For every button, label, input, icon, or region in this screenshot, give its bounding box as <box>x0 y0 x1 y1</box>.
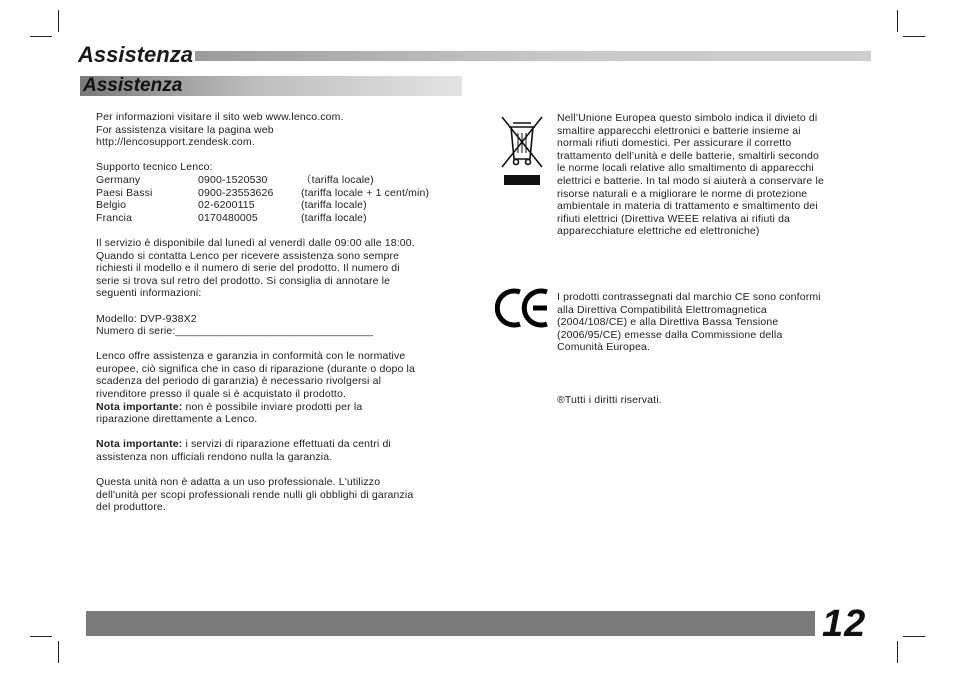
left-column <box>96 111 466 514</box>
model-line: Modello: DVP-938X2 <box>96 312 197 325</box>
weee-crossed-bin-icon <box>500 115 544 187</box>
country-cell: Belgio <box>96 199 127 212</box>
table-row <box>96 212 429 225</box>
warranty-line: europee, ciò significa che in caso di riparazione (durante o dopo la <box>96 362 415 375</box>
table-row <box>96 187 429 200</box>
hours-line: richiesti il modello e il numero di serie del prodotto. Il numero di <box>96 262 400 275</box>
rate-cell: (tariffa locale + 1 cent/min) <box>301 186 430 199</box>
rate-cell: (tariffa locale) <box>301 211 367 224</box>
weee-line: normali rifiuti domestici. Per assicurare il corretto <box>557 137 792 150</box>
weee-line: smaltire apparecchi elettronici e batterie insieme ai <box>557 124 801 137</box>
section-title: Assistenza <box>83 75 183 96</box>
weee-line: trattamento dell’unità e delle batterie, smaltirli secondo <box>557 149 820 162</box>
weee-line: ambientale in materia di trattamento e smaltimento dei <box>557 200 818 213</box>
professional-line: dell'unità per scopi professionali rende nulli gli obblighi di garanzia <box>96 488 414 501</box>
ce-line: alla Direttiva Compatibilità Elettromagnetica <box>557 303 767 316</box>
crop-mark <box>897 641 898 663</box>
rate-cell: (tariffa locale) <box>301 199 367 212</box>
phone-cell: 0170480005 <box>198 211 258 224</box>
country-cell: Germany <box>96 173 141 186</box>
country-cell: Paesi Bassi <box>96 186 153 199</box>
note-label: Nota importante: <box>96 400 183 413</box>
contact-line: For assistenza visitare la pagina web <box>96 123 274 136</box>
ce-mark-icon <box>495 286 553 330</box>
support-heading: Supporto tecnico Lenco: <box>96 161 213 174</box>
hours-line: seguenti informazioni: <box>96 287 202 300</box>
table-row <box>96 199 429 212</box>
note-text: non è possibile inviare prodotti per la <box>182 400 363 413</box>
page-title: Assistenza <box>78 42 193 67</box>
phone-cell: 02-6200115 <box>198 199 255 212</box>
crop-mark <box>58 10 59 32</box>
ce-line: (2004/108/CE) e alla Direttiva Bassa Tensione <box>557 316 779 329</box>
warranty-note <box>96 401 466 414</box>
warranty-line: riparazione direttamente a Lenco. <box>96 413 258 426</box>
note-text: i servizi di riparazione effettuati da centri di <box>182 438 391 451</box>
phone-cell: 0900-23553626 <box>198 186 274 199</box>
weee-line: le norme locali relative allo smaltimento di apparecchi <box>557 162 814 175</box>
warranty-line: scadenza del periodo di garanzia) è necessario rivolgersi al <box>96 375 382 388</box>
crop-mark <box>903 36 925 37</box>
rights-text <box>557 394 862 407</box>
note-label: Nota importante: <box>96 438 183 451</box>
professional-line: del produttore. <box>96 501 166 514</box>
serial-line: Numero di serie:_________________________________ <box>96 325 374 338</box>
section-header-bar <box>80 76 462 96</box>
crop-mark <box>903 636 925 637</box>
phone-cell: 0900-1520530 <box>198 173 268 186</box>
crop-mark <box>897 10 898 32</box>
ce-text <box>557 291 862 354</box>
warranty-line: Lenco offre assistenza e garanzia in conformità con le normative <box>96 350 406 363</box>
country-cell: Francia <box>96 211 133 224</box>
weee-line: elettrici e batterie. In tal modo si aiuterà a conservare le <box>557 174 824 187</box>
crop-mark <box>30 36 52 37</box>
ce-line: Comunità Europea. <box>557 341 651 354</box>
table-row <box>96 174 429 187</box>
hours-line: Il servizio è disponibile dal lunedì al venerdì dalle 09:00 alle 18:00. <box>96 236 415 249</box>
page-number: 12 <box>822 603 867 645</box>
crop-mark <box>58 641 59 663</box>
weee-line: risorse naturali e a migliorare le norme di protezione <box>557 187 808 200</box>
weee-text <box>557 112 862 238</box>
rights-line: ®Tutti i diritti riservati. <box>557 394 662 406</box>
crop-mark <box>30 636 52 637</box>
contact-line: Per informazioni visitare il sito web www.lenco.com. <box>96 111 344 123</box>
hours-line: serie si trova sul retro del prodotto. Si consiglia di annotare le <box>96 274 391 287</box>
weee-line: apparecchiature elettriche ed elettroniche) <box>557 225 760 238</box>
support-phone-table <box>96 174 429 224</box>
contact-url: http://lencosupport.zendesk.com. <box>96 136 255 149</box>
weee-line: Nell’Unione Europea questo simbolo indica il divieto di <box>557 112 818 124</box>
footer-bar <box>86 611 815 636</box>
ce-line: I prodotti contrassegnati dal marchio CE sono conformi <box>557 291 821 303</box>
top-header-bar <box>80 51 871 61</box>
warranty-line: rivenditore presso il quale si è acquistato il prodotto. <box>96 388 347 401</box>
hours-line: Quando si contatta Lenco per ricevere assistenza sono sempre <box>96 249 400 262</box>
repair-note-line: assistenza non ufficiali rendono nulla la garanzia. <box>96 451 333 464</box>
professional-line: Questa unità non è adatta a un uso professionale. L'utilizzo <box>96 476 381 489</box>
weee-line: rifiuti elettrici (Direttiva WEEE relativa ai rifiuti da <box>557 212 791 225</box>
repair-note <box>96 438 466 451</box>
rate-cell: （tariffa locale) <box>301 173 374 186</box>
ce-line: (2006/95/CE) emesse dalla Commissione della <box>557 328 783 341</box>
